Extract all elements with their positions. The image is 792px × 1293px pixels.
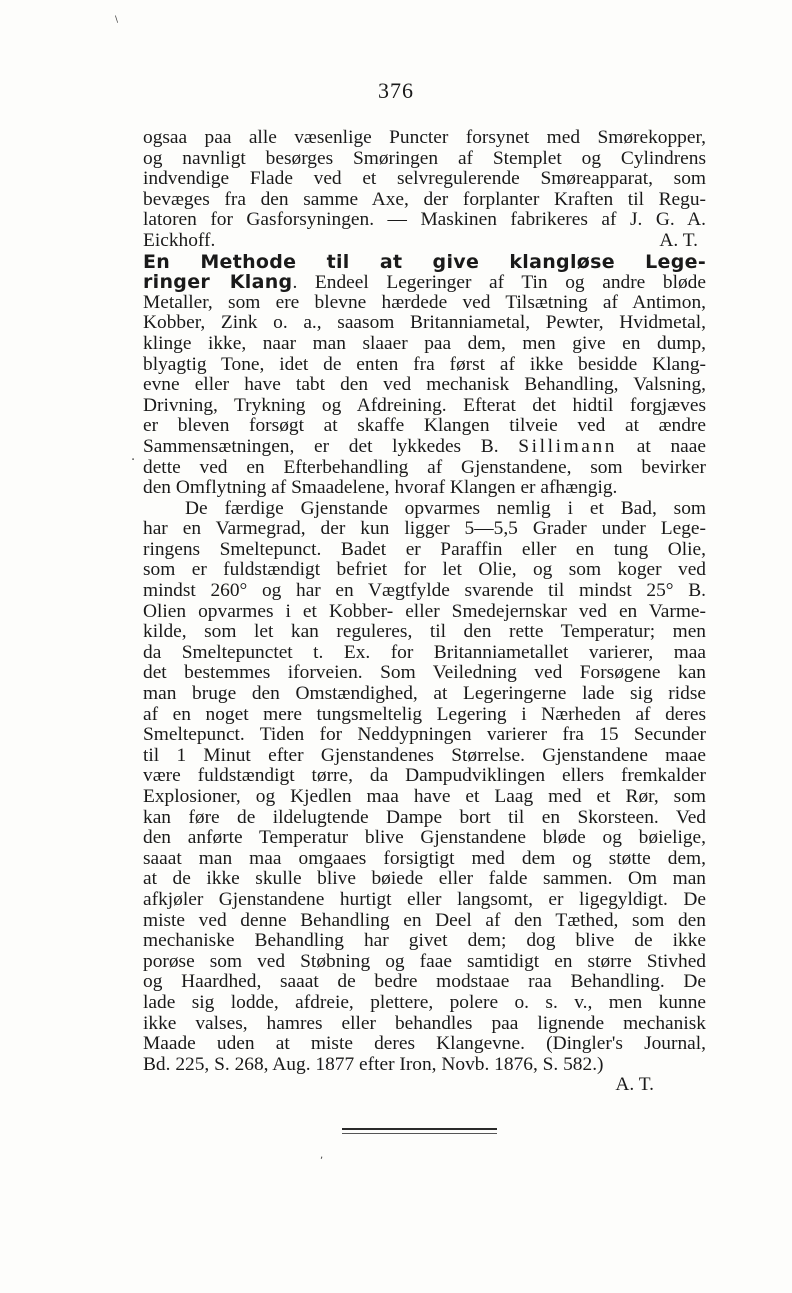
text-line: man bruge den Omstændighed, at Legeringerne lade sig ridse <box>143 683 706 705</box>
text-line: af en noget mere tungsmeltelig Legering i Nærheden af deres <box>143 703 706 725</box>
text-line: evne eller have tabt den ved mechanisk Behandling, Valsning, <box>143 374 706 396</box>
text-line: som er fuldstændigt befriet for let Olie, og som koger ved <box>143 559 706 581</box>
text-line: den Omflytning af Smaadelene, hvoraf Klangen er afhængig. <box>143 477 618 499</box>
scan-speck: \ <box>115 15 119 25</box>
text-line: ogsaa paa alle væsenlige Puncter forsynet med Smørekopper, <box>143 127 706 148</box>
text-line: klinge ikke, naar man slaaer paa dem, men give en dump, <box>143 332 706 354</box>
text-line: Eickhoff. <box>143 229 216 251</box>
text-line: Maade uden at miste deres Klangevne. (Dingler's Journal, <box>143 1033 706 1055</box>
text-line: miste ved denne Behandling en Deel af den Tæthed, som den <box>143 909 706 931</box>
text-line: De færdige Gjenstande opvarmes nemlig i et Bad, som <box>185 497 706 519</box>
text-line: Explosioner, og Kjedlen maa have et Laag med et Rør, som <box>143 786 706 807</box>
text-line: Bd. 225, S. 268, Aug. 1877 efter Iron, Novb. 1876, S. 582.) <box>143 1053 604 1075</box>
author-signature: A. T. <box>659 229 698 251</box>
text-line: ringens Smeltepunct. Badet er Paraffin eller en tung Olie, <box>143 538 706 560</box>
text-line: kan føre de ildelugtende Dampe bort til en Skorsteen. Ved <box>143 806 706 828</box>
text-line: være fuldstændigt tørre, da Dampudviklingen ellers fremkalder <box>143 765 706 787</box>
section-divider <box>342 1128 497 1137</box>
text-line: blyagtig Tone, idet de enten fra først af ikke besidde Klang- <box>143 353 706 375</box>
text-line: saaat man maa omgaaes forsigtigt med dem og støtte dem, <box>143 847 706 869</box>
text-line: Kobber, Zink o. a., saasom Britanniametal, Pewter, Hvidmetal, <box>143 312 706 334</box>
text-line: har en Varmegrad, der kun ligger 5—5,5 Grader under Lege- <box>143 518 706 540</box>
headline-text: ringer Klang <box>143 271 293 294</box>
text-line: da Smeltepunctet t. Ex. for Britanniametallet varierer, maa <box>143 641 706 663</box>
text-fragment: Sammensætningen, er det lykkedes B. <box>143 435 519 457</box>
paragraph-process <box>143 499 706 1096</box>
paragraph-end-line <box>143 231 706 252</box>
text-line: dette ved en Efterbehandling af Gjenstandene, som bevirker <box>143 456 706 478</box>
text-line: bevæges fra den samme Axe, der forplanter Kraften til Regu- <box>143 188 706 210</box>
text-line: kilde, som let kan reguleres, til den rette Temperatur; men <box>143 621 706 643</box>
article-headline <box>143 252 706 273</box>
article-klangless-alloys <box>143 252 706 499</box>
text-line: Drivning, Trykning og Afdreining. Efterat det hidtil forgjæves <box>143 394 706 416</box>
text-line: Olien opvarmes i et Kobber- eller Smedejernskar ved en Varme- <box>143 600 706 622</box>
text-line: er bleven forsøgt at skaffe Klangen tilveie ved at ændre <box>143 415 706 437</box>
text-line: den anførte Temperatur blive Gjenstandene bløde og bøielige, <box>143 827 706 849</box>
divider-rule <box>342 1133 497 1134</box>
author-signature: A. T. <box>615 1074 654 1096</box>
text-line <box>143 272 706 293</box>
person-name: Sillimann <box>518 435 618 457</box>
text-column <box>143 128 706 1096</box>
text-line: at de ikke skulle blive bøiede eller falde sammen. Om man <box>143 868 706 890</box>
text-line: porøse som ved Støbning og faae samtidigt en større Stivhed <box>143 950 706 972</box>
text-line: latoren for Gasforsyningen. — Maskinen fabrikeres af J. G. A. <box>143 209 706 231</box>
text-line <box>143 437 706 458</box>
paragraph-machine <box>143 128 706 252</box>
text-line: lade sig lodde, afdreie, plettere, polere o. s. v., men kunne <box>143 991 706 1013</box>
page-number: 376 <box>378 78 414 103</box>
text-line: afkjøler Gjenstandene hurtigt eller langsomt, er ligegyldigt. De <box>143 888 706 910</box>
scan-speck: , <box>320 1150 324 1161</box>
text-line: Metaller, som ere blevne hærdede ved Tilsætning af Antimon, <box>143 291 706 313</box>
margin-dot: · <box>131 453 136 468</box>
text-fragment: at naae <box>617 435 706 457</box>
text-line: mechaniske Behandling har givet dem; dog blive de ikke <box>143 930 706 952</box>
text-line: til 1 Minut efter Gjenstandenes Størrelse. Gjenstandene maae <box>143 744 706 766</box>
text-fragment: . Endeel Legeringer af Tin og andre bløde <box>292 272 706 294</box>
divider-rule <box>342 1128 497 1130</box>
text-line: og navnligt besørges Smøringen af Stemplet og Cylindrens <box>143 147 706 169</box>
headline-text: En Methode til at give klangløse Lege- <box>143 250 706 273</box>
text-line: mindst 260° og har en Vægtfylde svarende til mindst 25° B. <box>143 580 706 602</box>
text-line: og Haardhed, saaat de bedre modstaae raa Behandling. De <box>143 971 706 993</box>
text-line: indvendige Flade ved et selvregulerende Smøreapparat, som <box>143 168 706 190</box>
text-line: Smeltepunct. Tiden for Neddypningen varierer fra 15 Secunder <box>143 724 706 746</box>
text-line: ikke valses, hamres eller behandles paa lignende mechanisk <box>143 1012 706 1034</box>
text-line: det bestemmes iforveien. Som Veiledning ved Forsøgene kan <box>143 662 706 684</box>
